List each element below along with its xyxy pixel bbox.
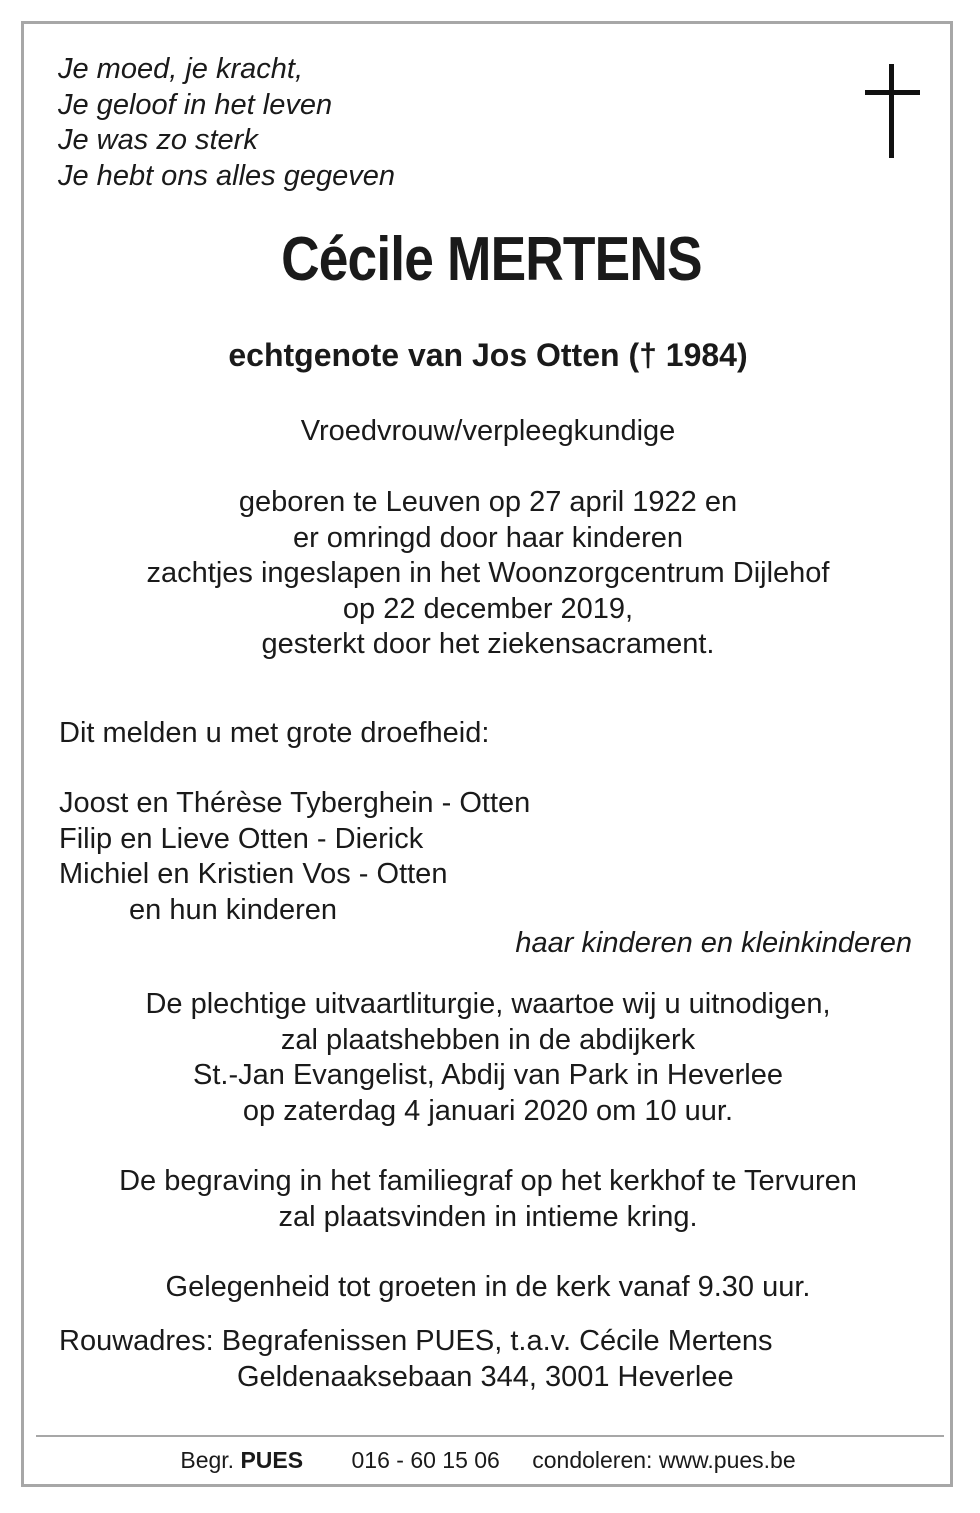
footer-condolences: condoleren: www.pues.be bbox=[532, 1447, 796, 1473]
spouse-line: echtgenote van Jos Otten († 1984) bbox=[228, 337, 748, 373]
burial-info bbox=[0, 1164, 976, 1235]
life-details bbox=[0, 485, 976, 663]
footer bbox=[0, 1447, 976, 1474]
family-member: Filip en Lieve Otten - Dierick bbox=[59, 822, 424, 855]
burial-line: zal plaatsvinden in intieme kring. bbox=[278, 1200, 698, 1233]
life-detail-line: gesterkt door het ziekensacrament. bbox=[261, 628, 715, 660]
life-detail-line: er omringd door haar kinderen bbox=[292, 521, 684, 554]
life-detail-line: geboren te Leuven op 27 april 1922 en bbox=[238, 486, 738, 518]
deceased-name: Cécile MERTENS bbox=[281, 225, 702, 294]
announcement-intro: Dit melden u met grote droefheid: bbox=[59, 717, 490, 749]
poem-line: Je was zo sterk bbox=[58, 124, 258, 156]
footer-phone: 016 - 60 15 06 bbox=[351, 1447, 500, 1473]
funeral-line: St.-Jan Evangelist, Abdij van Park in Heverlee bbox=[193, 1059, 783, 1091]
burial-line: De begraving in het familiegraf op het kerkhof te Tervuren bbox=[119, 1165, 857, 1197]
mourning-address-line: Rouwadres: Begrafenissen PUES, t.a.v. Cécile Mertens bbox=[59, 1325, 773, 1357]
poem-line: Je moed, je kracht, bbox=[58, 53, 303, 85]
mourning-address bbox=[59, 1324, 773, 1395]
family-signoff: haar kinderen en kleinkinderen bbox=[515, 927, 912, 959]
poem-line: Je geloof in het leven bbox=[58, 88, 333, 121]
footer-prefix: Begr. bbox=[180, 1447, 235, 1473]
funeral-line: zal plaatshebben in de abdijkerk bbox=[280, 1023, 696, 1056]
family-member: Joost en Thérèse Tyberghein - Otten bbox=[59, 787, 531, 819]
family-list bbox=[59, 786, 530, 928]
footer-divider bbox=[36, 1435, 944, 1437]
poem-line: Je hebt ons alles gegeven bbox=[58, 159, 395, 192]
funeral-line: De plechtige uitvaartliturgie, waartoe wij u uitnodigen, bbox=[145, 988, 831, 1020]
funeral-line: op zaterdag 4 januari 2020 om 10 uur. bbox=[242, 1094, 734, 1127]
family-member: Michiel en Kristien Vos - Otten bbox=[59, 858, 448, 890]
family-tail: en hun kinderen bbox=[129, 893, 337, 926]
condolence-time: Gelegenheid tot groeten in de kerk vanaf 9.30 uur. bbox=[165, 1271, 811, 1303]
mourning-address-street: Geldenaaksebaan 344, 3001 Heverlee bbox=[237, 1360, 734, 1393]
life-detail-line: op 22 december 2019, bbox=[342, 592, 634, 625]
poem bbox=[58, 52, 395, 194]
footer-company: PUES bbox=[240, 1447, 304, 1473]
profession: Vroedvrouw/verpleegkundige bbox=[300, 415, 676, 447]
life-detail-line: zachtjes ingeslapen in het Woonzorgcentrum Dijlehof bbox=[146, 557, 830, 589]
funeral-service bbox=[0, 987, 976, 1129]
